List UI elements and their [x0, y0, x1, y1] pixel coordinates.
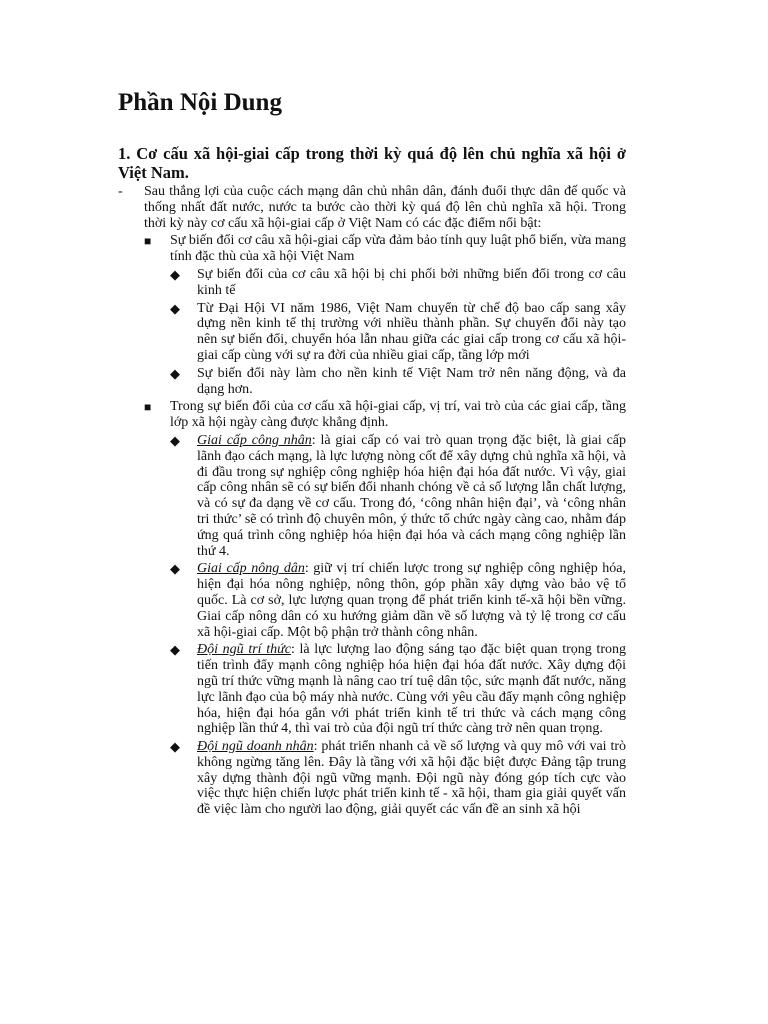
square-bullet-icon: ■ — [144, 234, 152, 249]
main-point — [144, 399, 626, 818]
sub-point-list — [170, 267, 626, 397]
term-doi-ngu-doanh-nhan: Đội ngũ doanh nhân — [197, 739, 314, 755]
term-giai-cap-nong-dan: Giai cấp nông dân — [197, 561, 305, 577]
sub-point — [170, 301, 626, 364]
diamond-bullet-icon: ◆ — [170, 432, 180, 448]
intro-text: Sau thắng lợi của cuộc cách mạng dân chủ nhân dân, đánh đuổi thực dân đế quốc và thống nhất đất nước, nước ta bước cào thời kỳ quá độ lên chủ nghĩa xã hội. Trong thời kỳ này cơ cấu xã hội-giai cấp ở Việt Nam có các đặc điểm nổi bật: — [144, 184, 626, 231]
sub-point-text: : là lực lượng lao động sáng tạo đặc biệt quan trọng trong tiến trình đẩy mạnh công nghiệp hóa hiện đại hóa đất nước. Xây dựng đội ngũ trí thức vững mạnh là nâng cao trí tuệ dân tộc, sức mạnh đất nước, năng lực lãnh đạo của bộ máy nhà nước. Cùng với yêu cầu đẩy mạnh công nghiệp hóa, hiện đại hóa gắn với phát triển kinh tế tri thức và cách mạng công nghiệp lần thứ 4, thì vai trò của đội ngũ trí thức càng trở nên quan trọng. — [197, 642, 626, 737]
page-title: Phần Nội Dung — [118, 89, 282, 116]
sub-point — [170, 267, 626, 299]
sub-point-text: Sự biến đổi của cơ câu xã hội bị chi phối bởi những biến đổi trong cơ câu kinh tế — [197, 266, 626, 298]
term-doi-ngu-tri-thuc: Đội ngũ trí thức — [197, 642, 291, 658]
main-point-list — [118, 233, 626, 818]
sub-point-text: : là giai cấp có vai trò quan trọng đặc biệt, là giai cấp lãnh đạo cách mạng, là lực lượng nòng cốt để xây dựng chủ nghĩa xã hội, và đi đầu trong sự nghiệp công nghiệp hóa hiện đại hóa đất nước. Vì vậy, giai cấp công nhân sẽ có sự biến đổi nhanh chóng về cả số lượng lẫn chất lượng, và có sự đa dạng về cơ cấu. Trong đó, ‘công nhân hiện đại’, và ‘công nhân tri thức’ sẽ có trình độ chuyên môn, ý thức tổ chức ngày càng cao, nhằm đáp ứng quá trình công nghiệp hóa hiện đại hóa và cách mạng công nghiệp lần thứ 4. — [197, 432, 626, 559]
sub-point-list — [170, 433, 626, 818]
sub-point — [170, 433, 626, 559]
main-point — [144, 233, 626, 397]
sub-point-text: Từ Đại Hội VI năm 1986, Việt Nam chuyển từ chế độ bao cấp sang xây dựng nền kinh tế thị trường với nhiều thành phần. Sự chuyển đổi này tạo nên sự biến đổi, chuyển hóa lẫn nhau giữa các giai cấp trong cơ cấu xã hội-giai cấp cùng với sự ra đời của nhiều giai cấp, tầng lớp mới — [197, 300, 626, 363]
diamond-bullet-icon: ◆ — [170, 739, 180, 755]
sub-point — [170, 739, 626, 818]
diamond-bullet-icon: ◆ — [170, 642, 180, 658]
square-bullet-icon: ■ — [144, 400, 152, 415]
sub-point-text: : giữ vị trí chiến lược trong sự nghiệp công nghiệp hóa, hiện đại hóa nông nghiệp, nông thôn, góp phần xây dựng vào bảo vệ tổ quốc. Là cơ sở, lực lượng quan trọng để phát triển kinh tế-xã hội bền vững. Giai cấp nông dân có xu hướng giảm dần về số lượng và tỷ lệ trong cơ cấu xã hội-giai cấp. Một bộ phận trở thành công nhân. — [197, 561, 626, 640]
intro-paragraph — [118, 184, 626, 231]
sub-point-text: : phát triển nhanh cả về số lượng và quy mô với vai trò không ngừng tăng lên. Đây là tầng với xã hội đặc biệt được Đảng tập trung xây dựng thành đội ngũ vững mạnh. Đội ngũ này đóng góp tích cực vào việc thực hiện chiến lược phát triển kinh tế - xã hội, tham gia giải quyết vấn đề việc làm cho người lao động, giải quyết các vấn đề an sinh xã hội — [197, 739, 627, 818]
term-giai-cap-cong-nhan: Giai cấp công nhân — [197, 432, 312, 448]
sub-point-text: Sự biến đổi này làm cho nền kinh tế Việt Nam trở nên năng động, và đa dạng hơn. — [197, 365, 626, 397]
sub-point — [170, 561, 626, 640]
section-heading: 1. Cơ cấu xã hội-giai cấp trong thời kỳ quá độ lên chủ nghĩa xã hội ở Việt Nam. — [118, 144, 626, 182]
diamond-bullet-icon: ◆ — [170, 300, 180, 316]
diamond-bullet-icon: ◆ — [170, 266, 180, 282]
main-point-text: Trong sự biến đổi của cơ cấu xã hội-giai cấp, vị trí, vai trò của các giai cấp, tầng lớp xã hội ngày càng được khẳng định. — [170, 399, 626, 431]
sub-point — [170, 366, 626, 398]
sub-point — [170, 642, 626, 737]
diamond-bullet-icon: ◆ — [170, 365, 180, 381]
dash-marker: - — [118, 184, 123, 199]
diamond-bullet-icon: ◆ — [170, 561, 180, 577]
main-point-text: Sự biến đổi cơ câu xã hội-giai cấp vừa đảm bảo tính quy luật phổ biến, vừa mang tính đặc thù của xã hội Việt Nam — [170, 233, 626, 265]
